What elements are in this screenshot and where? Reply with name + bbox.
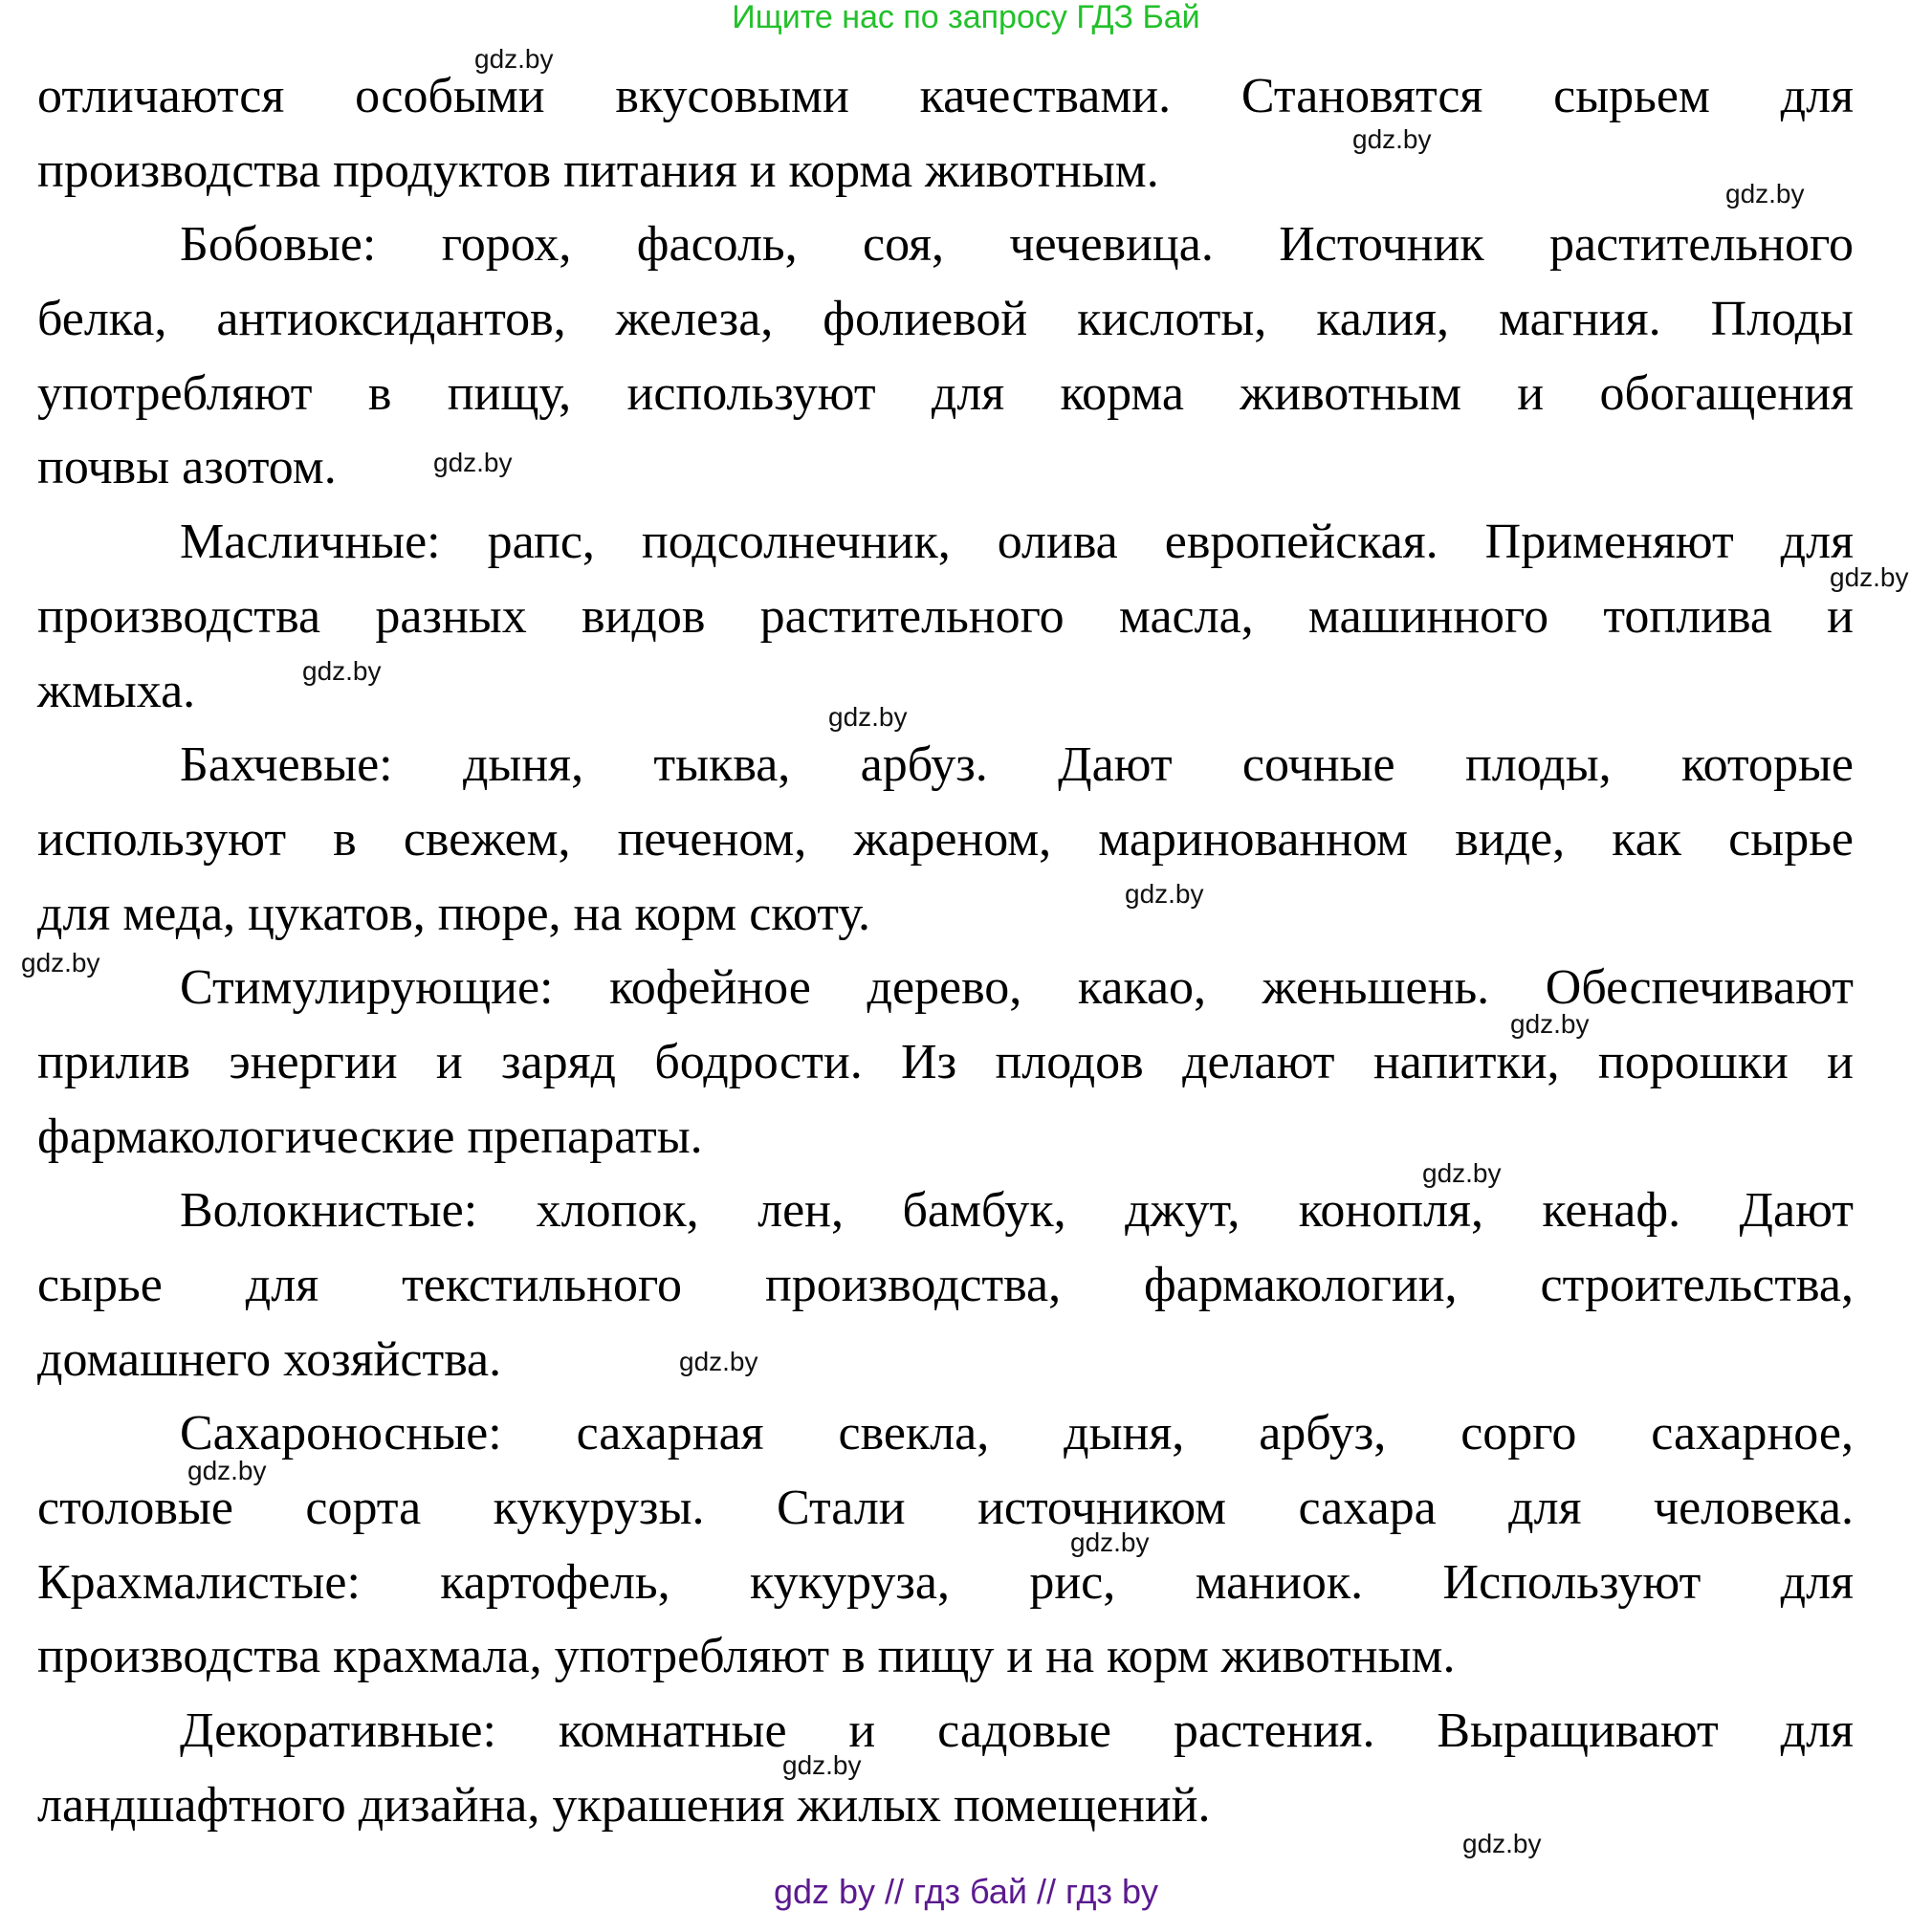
text-line: сырье для текстильного производства, фармакологии, строительства,: [37, 1258, 1854, 1312]
watermark: gdz.by: [302, 656, 382, 686]
watermark: gdz.by: [21, 948, 100, 977]
watermark: gdz.by: [1070, 1527, 1150, 1557]
document-body: [37, 59, 1854, 1843]
watermark: gdz.by: [1462, 1829, 1542, 1858]
watermark: gdz.by: [679, 1347, 758, 1376]
watermark: gdz.by: [828, 702, 908, 732]
text-line: производства крахмала, употребляют в пищу и на корм животным.: [37, 1629, 1456, 1684]
text-line: прилив энергии и заряд бодрости. Из плодов делают напитки, порошки и: [37, 1034, 1854, 1089]
text-line: Стимулирующие: кофейное дерево, какао, женьшень. Обеспечивают: [180, 960, 1854, 1016]
watermark: gdz.by: [1125, 879, 1204, 909]
text-line: фармакологические препараты.: [37, 1109, 703, 1164]
watermark: gdz.by: [1830, 562, 1909, 592]
footer-watermark: gdz by // гдз бай // гдз by: [773, 1872, 1159, 1911]
watermark: gdz.by: [433, 448, 513, 477]
text-line: для меда, цукатов, пюре, на корм скоту.: [37, 886, 871, 941]
watermark: gdz.by: [474, 44, 554, 74]
watermark: gdz.by: [782, 1750, 862, 1780]
text-line: Бобовые: горох, фасоль, соя, чечевица. Источник растительного: [180, 217, 1854, 273]
text-line: отличаются особыми вкусовыми качествами. Становятся сырьем для: [37, 69, 1854, 123]
text-line: употребляют в пищу, используют для корма животным и обогащения: [37, 365, 1854, 421]
text-line: производства продуктов питания и корма животным.: [37, 143, 1159, 198]
text-line: белка, антиоксидантов, железа, фолиевой кислоты, калия, магния. Плоды: [37, 292, 1854, 347]
text-line: почвы азотом.: [37, 440, 337, 495]
watermark: gdz.by: [1510, 1009, 1590, 1039]
text-line: жмыха.: [37, 663, 196, 718]
text-line: Крахмалистые: картофель, кукуруза, рис, маниок. Используют для: [37, 1554, 1854, 1610]
text-line: Волокнистые: хлопок, лен, бамбук, джут, конопля, кенаф. Дают: [180, 1183, 1854, 1239]
text-line: производства разных видов растительного масла, машинного топлива и: [37, 588, 1854, 644]
search-hint-banner: Ищите нас по запросу ГДЗ Бай: [732, 0, 1200, 35]
text-line: ландшафтного дизайна, украшения жилых помещений.: [37, 1777, 1211, 1833]
text-line: столовые сорта кукурузы. Стали источником сахара для человека.: [37, 1481, 1854, 1536]
watermark: gdz.by: [1352, 124, 1432, 154]
text-line: домашнего хозяйства.: [37, 1331, 502, 1387]
text-line: Масличные: рапс, подсолнечник, олива европейская. Применяют для: [180, 515, 1854, 570]
watermark: gdz.by: [1422, 1158, 1502, 1188]
watermark: gdz.by: [187, 1456, 267, 1485]
text-line: Бахчевые: дыня, тыква, арбуз. Дают сочные плоды, которые: [180, 737, 1854, 793]
watermark: gdz.by: [1725, 179, 1805, 209]
text-line: Сахароносные: сахарная свекла, дыня, арбуз, сорго сахарное,: [180, 1406, 1854, 1461]
text-line: используют в свежем, печеном, жареном, маринованном виде, как сырье: [37, 811, 1854, 867]
text-line: Декоративные: комнатные и садовые растения. Выращивают для: [180, 1703, 1854, 1759]
